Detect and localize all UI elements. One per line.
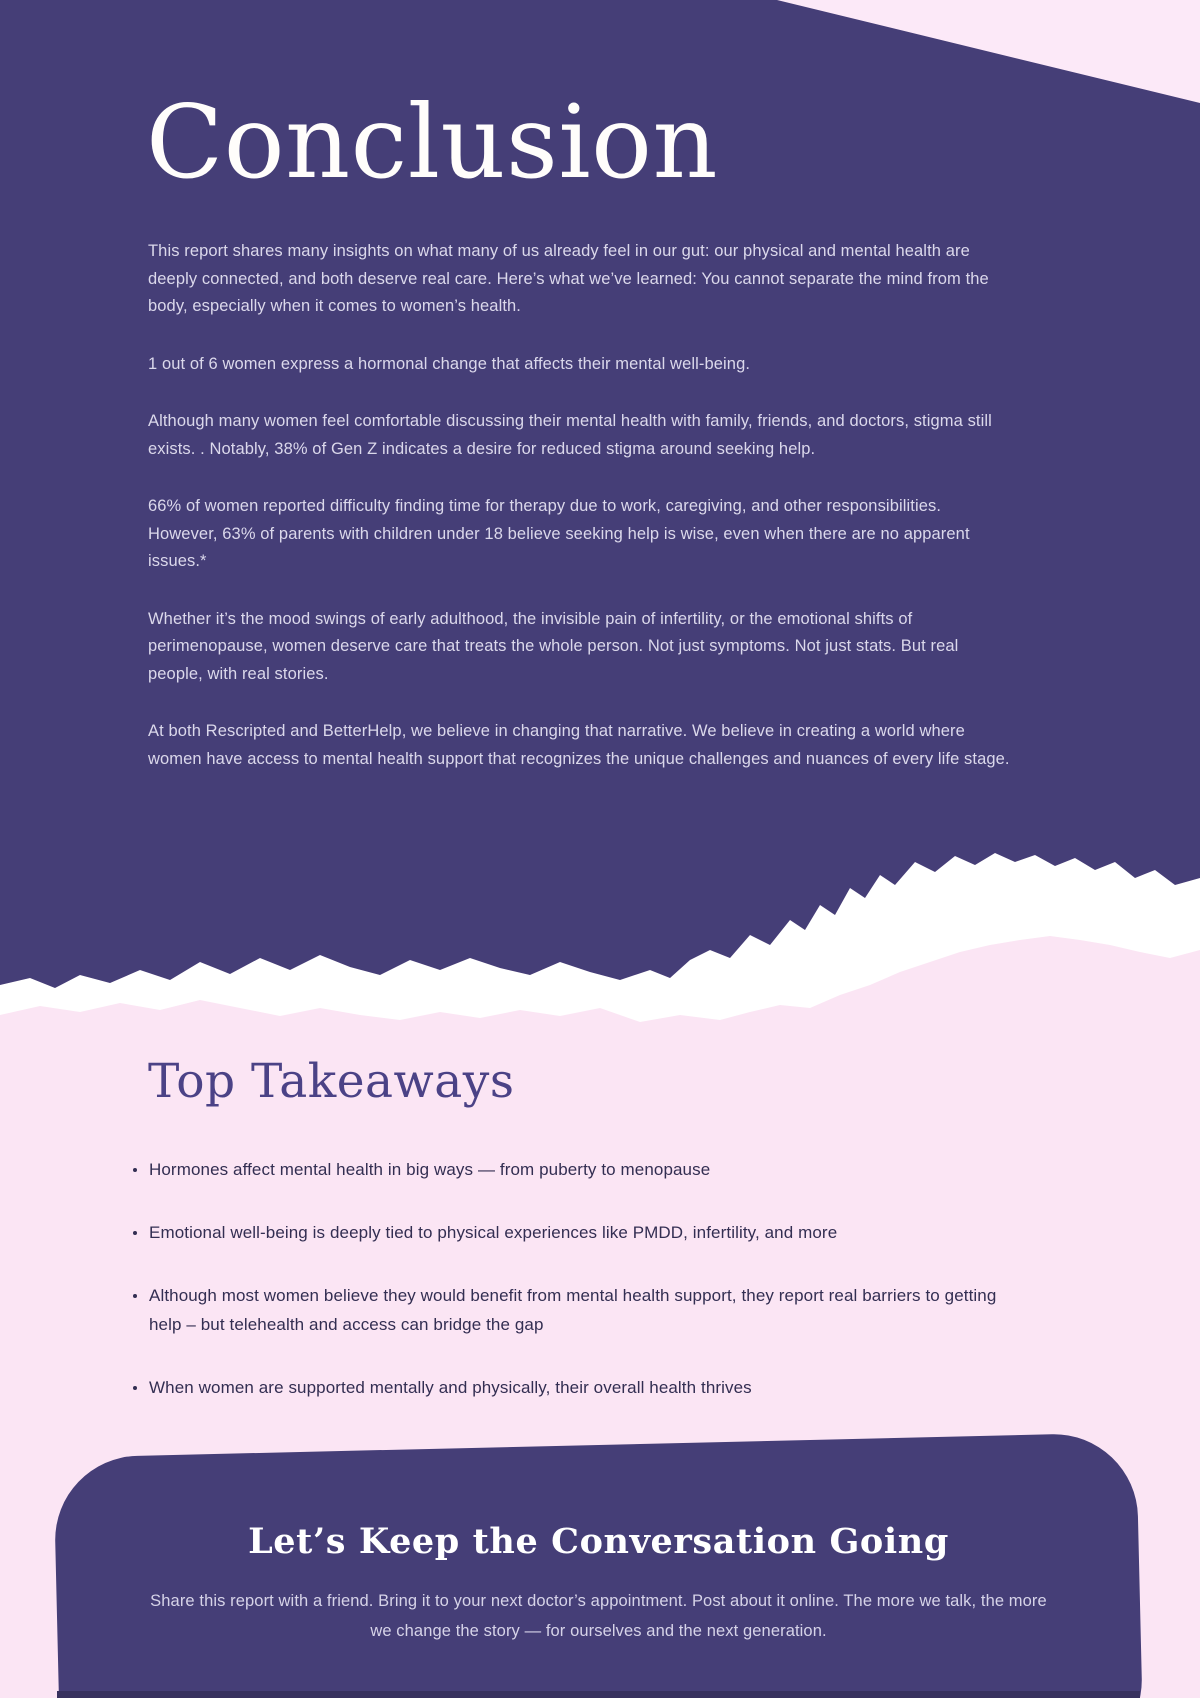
bullet-dot-icon [133,1168,137,1172]
bullet-dot-icon [133,1231,137,1235]
conclusion-paragraph: Whether it’s the mood swings of early adulthood, the invisible pain of infertility, or the emotional shifts of perimenopause, women deserve care that treats the whole person. Not just symptoms. Not just stats. But real people, with real stories. [148,609,959,683]
conclusion-paragraph: This report shares many insights on what many of us already feel in our gut: our physical and mental health are deeply connected, and both deserve real care. Here’s what we’ve learned: You cannot separate the mind from the body, especially when it comes to women’s health. [148,242,989,315]
cta-title: Let’s Keep the Conversation Going [248,1521,949,1562]
takeaway-text: When women are supported mentally and physically, their overall health thrives [149,1378,752,1397]
takeaway-item [131,1218,1026,1247]
bullet-dot-icon [133,1294,137,1298]
conclusion-paragraph: 66% of women reported difficulty finding time for therapy due to work, caregiving, and other responsibilities. However, 63% of parents with children under 18 believe seeking help is wise, even when there are no apparent issues.* [148,497,970,570]
conclusion-paragraph: 1 out of 6 women express a hormonal change that affects their mental well-being. [148,354,751,373]
takeaway-text: Emotional well-being is deeply tied to physical experiences like PMDD, infertility, and more [149,1223,838,1242]
takeaway-text: Although most women believe they would benefit from mental health support, they report real barriers to getting help – but telehealth and access can bridge the gap [149,1286,997,1334]
page-bottom-edge [57,1691,1140,1698]
conclusion-body [148,238,1010,803]
takeaway-item [131,1155,1026,1184]
takeaway-text: Hormones affect mental health in big ways — from puberty to menopause [149,1160,711,1179]
corner-diagonal-accent [770,0,1200,105]
conclusion-paragraph: At both Rescripted and BetterHelp, we believe in changing that narrative. We believe in creating a world where women have access to mental health support that recognizes the unique challenges and nuances of every life stage. [148,722,1010,768]
takeaways-list [131,1155,1026,1436]
takeaway-item [131,1281,1026,1339]
torn-paper-edge [0,840,1200,1080]
cta-card-content [57,1445,1140,1646]
cta-body: Share this report with a friend. Bring it to your next doctor’s appointment. Post about it online. The more we talk, the more we change the story — for ourselves and the next generation. [150,1592,1047,1640]
takeaways-title: Top Takeaways [148,1054,515,1109]
conclusion-paragraph: Although many women feel comfortable discussing their mental health with family, friends, and doctors, stigma still exists. . Notably, 38% of Gen Z indicates a desire for reduced stigma around seeking help. [148,412,992,458]
takeaway-item [131,1373,1026,1402]
bullet-dot-icon [133,1386,137,1390]
page-title: Conclusion [146,83,719,201]
